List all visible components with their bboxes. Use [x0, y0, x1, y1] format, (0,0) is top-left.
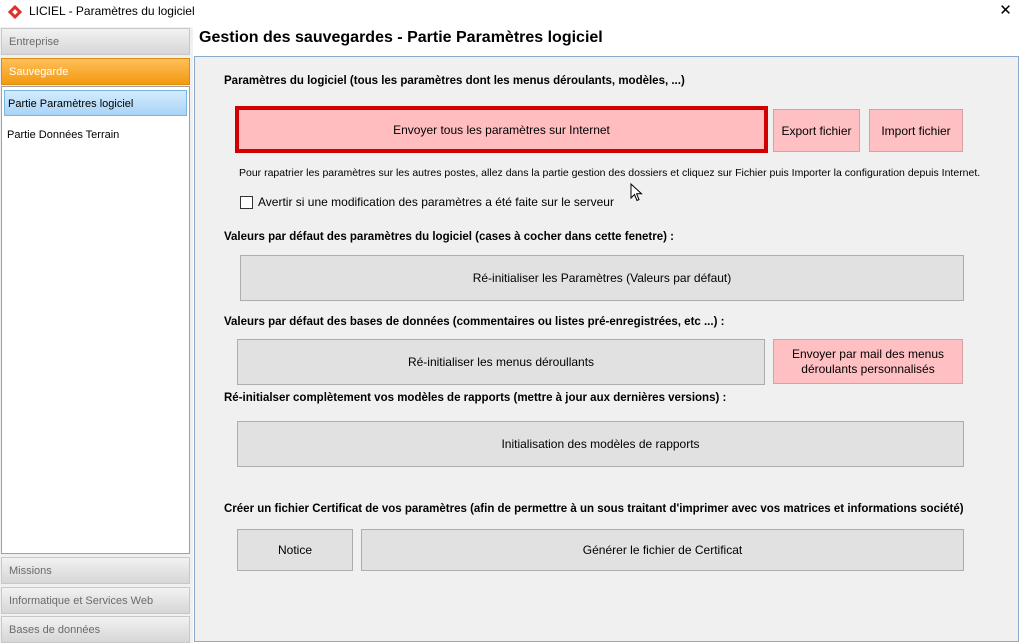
notice-button[interactable]: Notice: [237, 529, 353, 571]
server-change-warning-checkbox[interactable]: [240, 196, 253, 209]
reset-params-button[interactable]: Ré-initialiser les Paramètres (Valeurs par défaut): [240, 255, 964, 301]
init-report-models-button[interactable]: Initialisation des modèles de rapports: [237, 421, 964, 467]
send-all-params-button[interactable]: Envoyer tous les paramètres sur Internet: [235, 106, 768, 153]
reset-menus-button[interactable]: [237, 339, 765, 385]
server-change-warning-label[interactable]: Avertir si une modification des paramètres a été faite sur le serveur: [258, 195, 614, 209]
mail-custom-menus-button[interactable]: [773, 339, 963, 384]
export-file-button[interactable]: Export fichier: [773, 109, 860, 152]
mail-custom-menus-label-line2: déroulants personnalisés: [801, 361, 935, 376]
generate-certificate-button[interactable]: Générer le fichier de Certificat: [361, 529, 964, 571]
page-title: Gestion des sauvegardes - Partie Paramètres logiciel: [199, 29, 603, 46]
title-bar: [0, 0, 1019, 24]
sidebar-section-entreprise[interactable]: Entreprise: [1, 28, 190, 55]
sidebar-section-sauvegarde[interactable]: Sauvegarde: [1, 58, 190, 85]
reports-section-heading: Ré-initialser complètement vos modèles de rapports (mettre à jour aux dernières versions) :: [224, 392, 727, 404]
cert-section-heading: Créer un fichier Certificat de vos paramètres (afin de permettre à un sous traitant d'imprimer avec vos matrices et informations société): [224, 503, 964, 515]
sidebar-section-informatique[interactable]: Informatique et Services Web: [1, 587, 190, 614]
mouse-cursor-icon: [630, 183, 643, 203]
liciel-logo-icon: [8, 5, 22, 19]
window-title: LICIEL - Paramètres du logiciel: [29, 4, 195, 18]
params-section-heading: Paramètres du logiciel (tous les paramètres dont les menus déroulants, modèles, ...): [224, 75, 685, 87]
sidebar-section-bases-donnees[interactable]: Bases de données: [1, 616, 190, 643]
sidebar-section-missions[interactable]: Missions: [1, 557, 190, 584]
reset-menus-label: Ré-initialiser les menus déroullants: [407, 355, 595, 369]
db-section-heading: Valeurs par défaut des bases de données (commentaires ou listes pré-enregistrées, etc ...) :: [224, 316, 725, 328]
sidebar-nav-list: [1, 86, 190, 554]
defaults-section-heading: Valeurs par défaut des paramètres du logiciel (cases à cocher dans cette fenetre) :: [224, 231, 674, 243]
import-instructions-note: Pour rapatrier les paramètres sur les autres postes, allez dans la partie gestion des dossiers et cliquez sur Fichier puis Importer la configuration depuis Internet.: [239, 167, 981, 179]
import-file-button[interactable]: Import fichier: [869, 109, 963, 152]
mail-custom-menus-label-line1: Envoyer par mail des menus: [791, 346, 945, 361]
sidebar-item-donnees-terrain[interactable]: Partie Données Terrain: [7, 129, 120, 141]
sidebar-item-parametres-logiciel[interactable]: Partie Paramètres logiciel: [4, 90, 187, 116]
close-icon[interactable]: ✕: [999, 2, 1012, 19]
